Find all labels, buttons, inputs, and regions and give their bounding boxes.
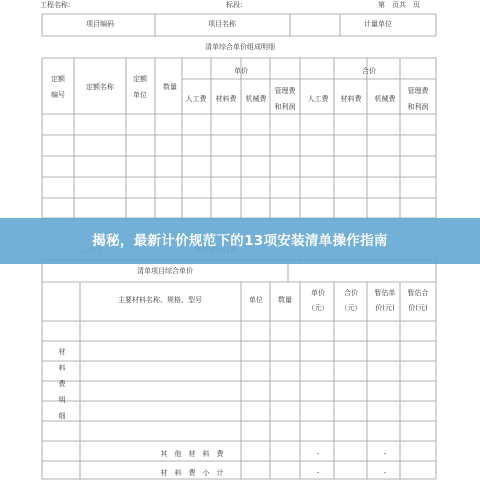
material-unit-header: 单位 — [249, 296, 263, 304]
banner-title: 揭秘，最新计价规范下的13项安装清单操作指南 — [92, 233, 388, 249]
quota-name-header: 定额名称 — [86, 83, 114, 91]
total-price-group-header: 合价 — [362, 67, 376, 75]
material-total-price-header-1: 合价 — [344, 289, 358, 297]
material-header-unit: 材料费 — [215, 95, 237, 103]
quota-code-header-2: 编号 — [51, 91, 65, 99]
mgmt-header-total-1: 管理费 — [407, 87, 429, 95]
material-header-total: 材料费 — [340, 95, 362, 103]
side-char-3: 费 — [58, 380, 66, 388]
mgmt-header-unit-1: 管理费 — [274, 87, 296, 95]
composition-title: 清单综合单价组成明细 — [205, 43, 275, 51]
quota-unit-header-2: 单位 — [133, 91, 147, 99]
project-name-label: 工程名称: — [40, 1, 71, 9]
est-total-price-header-2: 价(元) — [408, 304, 428, 312]
machine-header-total: 机械费 — [374, 95, 396, 103]
measure-unit-label: 计量单位 — [364, 20, 392, 28]
main-material-header: 主要材料名称、规格、型号 — [118, 296, 202, 304]
section-label: 标段: — [226, 1, 243, 9]
material-unit-price-header-1: 单价 — [311, 289, 325, 297]
side-char-5: 细 — [58, 412, 66, 420]
other-material-dash-1: - — [316, 450, 320, 458]
labor-header-total: 人工费 — [307, 95, 329, 103]
project-code-label: 项目编码 — [86, 20, 114, 28]
labor-header-unit: 人工费 — [185, 95, 207, 103]
quota-unit-header-1: 定额 — [133, 75, 147, 83]
est-unit-price-header-1: 暂估单 — [374, 289, 396, 297]
material-total-price-header-2: （元） — [340, 304, 362, 312]
composite-price-label: 清单项目综合单价 — [137, 267, 193, 275]
other-material-dash-2: - — [383, 450, 387, 458]
other-material-label: 其 他 材 料 费 — [160, 450, 224, 458]
material-unit-price-header-2: （元） — [307, 304, 329, 312]
side-char-2: 料 — [58, 364, 66, 372]
unit-price-group-header: 单价 — [234, 67, 248, 75]
side-char-4: 明 — [58, 396, 66, 404]
material-subtotal-dash-2: - — [383, 469, 387, 477]
material-quantity-header: 数量 — [278, 296, 292, 304]
title-banner — [0, 218, 480, 264]
est-unit-price-header-2: 价(元) — [375, 304, 395, 312]
mgmt-header-total-2: 和利润 — [407, 103, 429, 111]
top-project-name-label: 项目名称 — [208, 20, 236, 28]
est-total-price-header-1: 暂估合 — [407, 289, 429, 297]
material-subtotal-dash-1: - — [316, 469, 320, 477]
material-subtotal-label: 材 料 费 小 计 — [160, 469, 224, 477]
quantity-header: 数量 — [163, 83, 177, 91]
page-count-label: 第 页共 页 — [378, 1, 420, 9]
machine-header-unit: 机械费 — [245, 95, 267, 103]
quota-code-header-1: 定额 — [51, 75, 65, 83]
side-char-1: 材 — [58, 348, 66, 356]
mgmt-header-unit-2: 和利润 — [274, 103, 296, 111]
